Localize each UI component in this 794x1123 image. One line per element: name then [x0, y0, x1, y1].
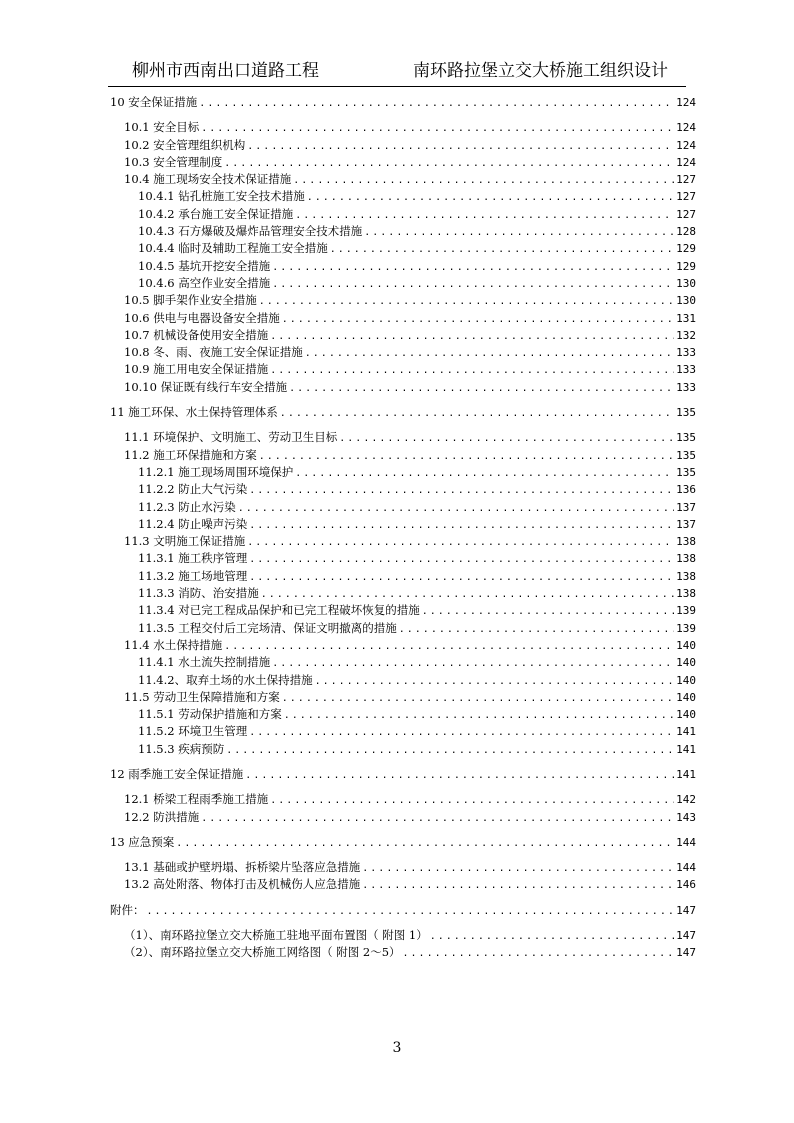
- header-project-title: 柳州市西南出口道路工程: [132, 61, 319, 81]
- toc-entry-page: 144: [676, 861, 696, 875]
- toc-entry-page: 127: [676, 207, 696, 221]
- toc-entry[interactable]: [108, 533, 696, 550]
- toc-entry-label: 10.4.5 基坑开挖安全措施: [138, 258, 271, 273]
- toc-entry-page: 141: [676, 725, 696, 739]
- toc-entry-label: 11.5 劳动卫生保障措施和方案: [124, 689, 280, 704]
- toc-entry-label: 11.3.5 工程交付后工完场清、保证文明撤离的措施: [138, 620, 397, 635]
- toc-entry-label: 13.2 高处附落、物体打击及机械伤人应急措施: [124, 877, 361, 892]
- toc-entry-label: 10.5 脚手架作业安全措施: [124, 293, 257, 308]
- toc-leader-dots: [147, 903, 675, 920]
- toc-leader-dots: [362, 860, 674, 877]
- toc-entry-label: 12.1 桥梁工程雨季施工措施: [124, 792, 269, 807]
- toc-entry-label: 10.3 安全管理制度: [124, 154, 223, 169]
- toc-entry-page: 124: [676, 96, 696, 109]
- toc-leader-dots: [201, 120, 674, 137]
- toc-entry-label: 10.10 保证既有线行车安全措施: [124, 379, 288, 394]
- toc-entry-page: 133: [676, 380, 696, 394]
- toc-leader-dots: [224, 155, 674, 172]
- toc-entry-page: 140: [676, 656, 696, 670]
- toc-entry[interactable]: [108, 876, 696, 893]
- toc-entry-page: 137: [676, 500, 696, 514]
- toc-leader-dots: [270, 792, 674, 809]
- toc-entry-label: 10.7 机械设备使用安全措施: [124, 327, 269, 342]
- toc-entry[interactable]: [108, 637, 696, 654]
- toc-entry-page: 133: [676, 363, 696, 377]
- toc-leader-dots: [249, 551, 674, 568]
- toc-leader-dots: [259, 448, 674, 465]
- page-number: 3: [392, 1040, 402, 1056]
- toc-entry-label: 11.2.1 施工现场周围环境保护: [138, 464, 294, 479]
- toc-leader-dots: [293, 172, 674, 189]
- toc-leader-dots: [224, 638, 674, 655]
- toc-entry-page: 139: [676, 604, 696, 618]
- toc-entry[interactable]: [108, 171, 696, 188]
- toc-entry-page: 141: [676, 767, 696, 781]
- toc-entry-label: 11 施工环保、水土保持管理体系: [110, 405, 278, 420]
- toc-entry[interactable]: [108, 206, 696, 223]
- toc-entry-page: 132: [676, 328, 696, 342]
- toc-leader-dots: [272, 276, 674, 293]
- toc-entry-label: 10.4.2 承台施工安全保证措施: [138, 206, 294, 221]
- toc-entry-page: 133: [676, 346, 696, 360]
- toc-entry-page: 138: [676, 569, 696, 583]
- toc-entry[interactable]: [108, 447, 696, 464]
- toc-entry-page: 136: [676, 483, 696, 497]
- toc-entry-label: 11.4 水土保持措施: [124, 637, 223, 652]
- toc-entry[interactable]: [108, 310, 696, 327]
- toc-entry-label: 10.4.4 临时及辅助工程施工安全措施: [138, 241, 328, 256]
- toc-leader-dots: [403, 945, 675, 962]
- toc-leader-dots: [259, 293, 674, 310]
- toc-entry-page: 129: [676, 259, 696, 273]
- toc-leader-dots: [305, 345, 674, 362]
- toc-entry-page: 130: [676, 276, 696, 290]
- toc-entry-label: 11.3.2 施工场地管理: [138, 568, 248, 583]
- toc-entry-page: 130: [676, 294, 696, 308]
- toc-leader-dots: [280, 405, 674, 422]
- toc-entry[interactable]: [108, 944, 696, 961]
- toc-leader-dots: [422, 603, 674, 620]
- toc-leader-dots: [282, 311, 674, 328]
- toc-leader-dots: [249, 517, 674, 534]
- toc-leader-dots: [199, 95, 674, 112]
- toc-entry-label: 10.2 安全管理组织机构: [124, 137, 246, 152]
- toc-entry[interactable]: [108, 550, 696, 567]
- header-divider: [108, 86, 686, 87]
- toc-leader-dots: [247, 534, 674, 551]
- toc-leader-dots: [364, 224, 674, 241]
- toc-entry-label: 10.6 供电与电器设备安全措施: [124, 310, 280, 325]
- toc-entry[interactable]: [108, 859, 696, 876]
- toc-entry-page: 124: [676, 155, 696, 169]
- toc-leader-dots: [226, 742, 674, 759]
- toc-entry[interactable]: [108, 379, 696, 396]
- toc-entry-label: 11.5.1 劳动保护措施和方案: [138, 707, 282, 722]
- toc-entry-label: 11.2 施工环保措施和方案: [124, 447, 257, 462]
- toc-entry-page: 140: [676, 690, 696, 704]
- toc-leader-dots: [270, 362, 674, 379]
- toc-entry-label: 11.3.3 消防、治安措施: [138, 586, 259, 601]
- page-header: [108, 56, 686, 82]
- toc-entry[interactable]: [108, 361, 696, 378]
- toc-entry[interactable]: [108, 809, 696, 826]
- toc-entry[interactable]: [108, 404, 696, 421]
- toc-entry[interactable]: [108, 516, 696, 533]
- toc-leader-dots: [270, 328, 674, 345]
- toc-entry-page: 131: [676, 311, 696, 325]
- toc-entry-label: （1）、南环路拉堡立交大桥施工驻地平面布置图（ 附图 1）: [124, 928, 428, 943]
- toc-entry[interactable]: [108, 119, 696, 136]
- toc-leader-dots: [272, 655, 674, 672]
- table-of-contents: [108, 94, 696, 962]
- toc-entry-page: 139: [676, 621, 696, 635]
- toc-entry-label: 13.1 基础或护壁坍塌、拆桥梁片坠落应急措施: [124, 860, 361, 875]
- toc-entry-label: 11.3.4 对已完工程成品保护和已完工程破坏恢复的措施: [138, 603, 420, 618]
- toc-entry-label: 10.4.1 钻孔桩施工安全技术措施: [138, 189, 305, 204]
- toc-entry[interactable]: [108, 706, 696, 723]
- toc-entry-page: 140: [676, 638, 696, 652]
- toc-entry-page: 147: [676, 946, 696, 960]
- toc-entry-label: 11.1 环境保护、文明施工、劳动卫生目标: [124, 430, 338, 445]
- toc-entry-page: 140: [676, 708, 696, 722]
- toc-leader-dots: [238, 500, 674, 517]
- toc-entry-page: 127: [676, 173, 696, 187]
- toc-entry-page: 141: [676, 742, 696, 756]
- toc-entry-page: 124: [676, 121, 696, 135]
- toc-entry-label: 11.4.1 水土流失控制措施: [138, 655, 271, 670]
- toc-entry[interactable]: [108, 292, 696, 309]
- toc-entry-page: 129: [676, 242, 696, 256]
- toc-leader-dots: [272, 259, 674, 276]
- toc-leader-dots: [249, 724, 674, 741]
- toc-entry-label: 11.4.2、取弃土场的水土保持措施: [138, 672, 313, 687]
- toc-entry-label: 11.3 文明施工保证措施: [124, 534, 246, 549]
- toc-entry[interactable]: [108, 791, 696, 808]
- toc-entry-label: 11.2.4 防止噪声污染: [138, 516, 248, 531]
- toc-entry-label: 10 安全保证措施: [110, 95, 198, 109]
- toc-entry[interactable]: [108, 602, 696, 619]
- toc-entry-page: 140: [676, 673, 696, 687]
- toc-entry-label: 11.3.1 施工秩序管理: [138, 551, 248, 566]
- toc-leader-dots: [176, 835, 674, 852]
- toc-entry[interactable]: [108, 464, 696, 481]
- toc-entry-label: 12 雨季施工安全保证措施: [110, 766, 244, 781]
- toc-leader-dots: [399, 621, 674, 638]
- toc-entry[interactable]: [108, 137, 696, 154]
- toc-entry[interactable]: [108, 499, 696, 516]
- toc-leader-dots: [315, 673, 675, 690]
- toc-entry-page: 138: [676, 552, 696, 566]
- toc-entry[interactable]: [108, 568, 696, 585]
- toc-entry-label: 10.4 施工现场安全技术保证措施: [124, 172, 292, 187]
- toc-entry[interactable]: [108, 481, 696, 498]
- toc-entry[interactable]: [108, 672, 696, 689]
- toc-entry-page: 135: [676, 448, 696, 462]
- toc-entry-label: 10.4.6 高空作业安全措施: [138, 275, 271, 290]
- toc-entry[interactable]: [108, 766, 696, 783]
- toc-leader-dots: [249, 482, 674, 499]
- toc-entry-label: 10.8 冬、雨、夜施工安全保证措施: [124, 345, 303, 360]
- toc-entry-page: 135: [676, 406, 696, 420]
- toc-leader-dots: [284, 707, 674, 724]
- toc-leader-dots: [282, 690, 674, 707]
- toc-leader-dots: [339, 430, 674, 447]
- toc-entry-label: 10.9 施工用电安全保证措施: [124, 362, 269, 377]
- toc-entry-page: 135: [676, 431, 696, 445]
- toc-entry[interactable]: [108, 154, 696, 171]
- toc-entry-label: 11.5.3 疾病预防: [138, 741, 225, 756]
- toc-leader-dots: [249, 569, 674, 586]
- toc-entry-page: 127: [676, 190, 696, 204]
- toc-leader-dots: [295, 207, 674, 224]
- toc-entry[interactable]: [108, 258, 696, 275]
- toc-leader-dots: [201, 810, 674, 827]
- toc-leader-dots: [307, 189, 674, 206]
- toc-entry-page: 143: [676, 810, 696, 824]
- toc-leader-dots: [245, 767, 674, 784]
- toc-entry-page: 146: [676, 878, 696, 892]
- toc-entry[interactable]: [108, 585, 696, 602]
- toc-entry[interactable]: [108, 344, 696, 361]
- toc-entry-page: 147: [676, 929, 696, 943]
- toc-entry[interactable]: [108, 429, 696, 446]
- toc-leader-dots: [261, 586, 674, 603]
- toc-entry-label: 11.5.2 环境卫生管理: [138, 724, 248, 739]
- toc-entry-label: 11.2.3 防止水污染: [138, 499, 236, 514]
- toc-entry-label: 13 应急预案: [110, 834, 175, 849]
- toc-entry[interactable]: [108, 240, 696, 257]
- toc-entry[interactable]: [108, 654, 696, 671]
- toc-entry-label: 附件：: [110, 902, 145, 917]
- toc-entry[interactable]: [108, 188, 696, 205]
- toc-entry[interactable]: [108, 94, 696, 111]
- toc-entry[interactable]: [108, 275, 696, 292]
- toc-entry-page: 128: [676, 225, 696, 239]
- toc-entry-label: 10.4.3 石方爆破及爆炸品管理安全技术措施: [138, 224, 363, 239]
- toc-entry-page: 138: [676, 535, 696, 549]
- toc-entry[interactable]: [108, 741, 696, 758]
- toc-entry-label: 10.1 安全目标: [124, 120, 200, 135]
- toc-entry-label: （2）、南环路拉堡立交大桥施工网络图（ 附图 2～5）: [124, 945, 401, 960]
- header-document-title: 南环路拉堡立交大桥施工组织设计: [413, 61, 668, 81]
- toc-entry-label: 11.2.2 防止大气污染: [138, 482, 248, 497]
- toc-entry-page: 135: [676, 465, 696, 479]
- toc-leader-dots: [430, 928, 674, 945]
- toc-entry[interactable]: [108, 927, 696, 944]
- toc-leader-dots: [289, 380, 674, 397]
- toc-entry-page: 124: [676, 138, 696, 152]
- toc-entry[interactable]: [108, 723, 696, 740]
- toc-entry[interactable]: [108, 834, 696, 851]
- toc-entry[interactable]: [108, 620, 696, 637]
- toc-entry-page: 147: [676, 903, 696, 917]
- toc-entry[interactable]: [108, 223, 696, 240]
- toc-entry-page: 137: [676, 517, 696, 531]
- toc-entry-page: 142: [676, 793, 696, 807]
- toc-entry[interactable]: [108, 689, 696, 706]
- toc-leader-dots: [362, 877, 674, 894]
- toc-entry-label: 12.2 防洪措施: [124, 809, 200, 824]
- toc-entry-page: 138: [676, 587, 696, 601]
- toc-entry[interactable]: [108, 902, 696, 919]
- toc-leader-dots: [247, 138, 674, 155]
- toc-entry[interactable]: [108, 327, 696, 344]
- toc-leader-dots: [295, 465, 674, 482]
- toc-leader-dots: [330, 241, 674, 258]
- toc-entry-page: 144: [676, 835, 696, 849]
